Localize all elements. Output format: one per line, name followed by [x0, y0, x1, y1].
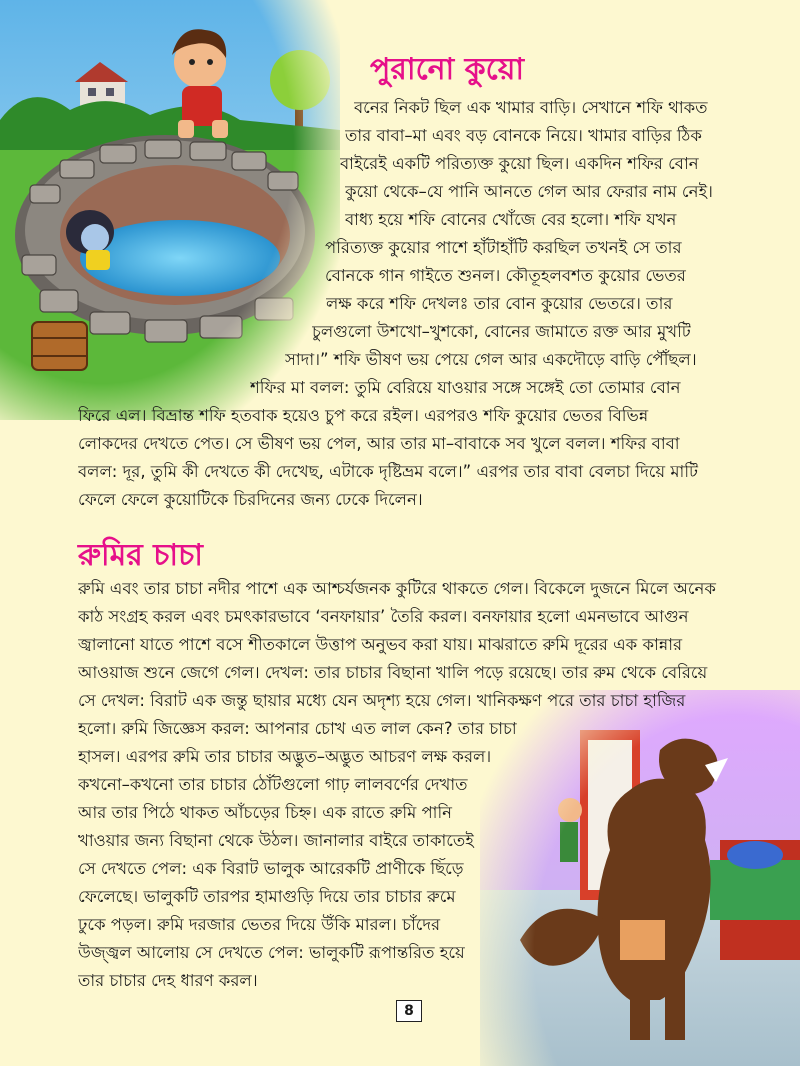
- story1-line: কুয়ো থেকে–যে পানি আনতে গেল আর ফেরার নাম নেই।: [345, 182, 713, 201]
- story2-line: সে দেখল: বিরাট এক জন্তু ছায়ার মধ্যে যেন অদৃশ্য হয়ে গেল। খানিকক্ষণ পরে তার চাচা হাজির: [78, 691, 686, 710]
- story1-line: ফিরে এল। বিভ্রান্ত শফি হতবাক হয়েও চুপ করে রইল। এরপরও শফি কুয়োর ভেতর বিভিন্ন: [78, 406, 649, 425]
- story1-line: ফেলে ফেলে কুয়োটিকে চিরদিনের জন্য ঢেকে দিলেন।: [78, 490, 423, 509]
- story1-line: বাইরেই একটি পরিত্যক্ত কুয়ো ছিল। একদিন শফির বোন: [340, 154, 699, 173]
- story1-line: চুলগুলো উশখো–খুশকো, বোনের জামাতে রক্ত আর মুখটি: [312, 322, 691, 341]
- story2-line: উজ্জ্বল আলোয় সে দেখতে পেল: ভালুকটি রূপান্তরিত হয়ে: [78, 943, 465, 962]
- story1-line: বনের নিকট ছিল এক খামার বাড়ি। সেখানে শফি থাকত: [354, 98, 708, 117]
- story2-line: তার চাচার দেহ ধারণ করল।: [78, 971, 258, 990]
- story1-title: পুরানো কুয়ো: [370, 52, 525, 87]
- story1-line: সাদা।” শফি ভীষণ ভয় পেয়ে গেল আর একদৌড়ে বাড়ি পৌঁছল।: [285, 350, 697, 369]
- story2-line: সে দেখতে পেল: এক বিরাট ভালুক আরেকটি প্রাণীকে ছিঁড়ে: [78, 859, 464, 878]
- story2-line: কাঠ সংগ্রহ করল এবং চমৎকারভাবে ‘বনফায়ার’ তৈরি করল। বনফায়ার হলো এমনভাবে আগুন: [78, 607, 689, 626]
- story1-line: বলল: দূর, তুমি কী দেখতে কী দেখেছ, এটাকে দৃষ্টিভ্রম বলে।” এরপর তার বাবা বেলচা দিয়ে মাটি: [78, 462, 699, 481]
- story1-line: পরিত্যক্ত কুয়োর পাশে হাঁটাহাঁটি করছিল তখনই সে তার: [325, 238, 682, 257]
- story1-line: লক্ষ করে শফি দেখলঃ তার বোন কুয়োর ভেতরে। তার: [326, 294, 673, 313]
- story2-line: আওয়াজ শুনে জেগে গেল। দেখল: তার চাচার বিছানা খালি পড়ে রয়েছে। তার রুম থেকে বেরিয়ে: [78, 663, 708, 682]
- story2-title: রুমির চাচা: [78, 538, 203, 573]
- story2-line: কখনো–কখনো তার চাচার ঠোঁটগুলো গাঢ় লালবর্ণের দেখাত: [78, 775, 468, 794]
- story2-line: হাসল। এরপর রুমি তার চাচার অদ্ভুত–অদ্ভুত আচরণ লক্ষ করল।: [78, 747, 492, 766]
- story1-line: বাধ্য হয়ে শফি বোনের খোঁজে বের হলো। শফি যখন: [345, 210, 677, 229]
- story2-line: রুমি এবং তার চাচা নদীর পাশে এক আশ্চর্যজনক কুটিরে থাকতে গেল। বিকেলে দুজনে মিলে অনেক: [78, 579, 716, 598]
- story2-line: ঢুকে পড়ল। রুমি দরজার ভেতর দিয়ে উঁকি মারল। চাঁদের: [78, 915, 441, 934]
- story1-line: বোনকে গান গাইতে শুনল। কৌতূহলবশত কুয়োর ভেতর: [325, 266, 686, 285]
- story1-line: তার বাবা–মা এবং বড় বোনকে নিয়ে। খামার বাড়ির ঠিক: [345, 126, 702, 145]
- story2-line: খাওয়ার জন্য বিছানা থেকে উঠল। জানালার বাইরে তাকাতেই: [78, 831, 474, 850]
- story2-line: ফেলেছে। ভালুকটি তারপর হামাগুড়ি দিয়ে তার চাচার রুমে: [78, 887, 456, 906]
- story2-line: জ্বালানো যাতে পাশে বসে শীতকালে উত্তাপ অনুভব করা যায়। মাঝরাতে রুমি দূরের এক কান্নার: [78, 635, 683, 654]
- story1-line: লোকদের দেখতে পেত। সে ভীষণ ভয় পেল, আর তার মা–বাবাকে সব খুলে বলল। শফির বাবা: [78, 434, 680, 453]
- story2-line: হলো। রুমি জিজ্ঞেস করল: আপনার চোখ এত লাল কেন? তার চাচা: [78, 719, 517, 738]
- story2-line: আর তার পিঠে থাকত আঁচড়ের চিহ্ন। এক রাতে রুমি পানি: [78, 803, 453, 822]
- story1-line: শফির মা বলল: তুমি বেরিয়ে যাওয়ার সঙ্গে সঙ্গেই তো তোমার বোন: [250, 378, 681, 397]
- page-number: 8: [396, 1000, 422, 1022]
